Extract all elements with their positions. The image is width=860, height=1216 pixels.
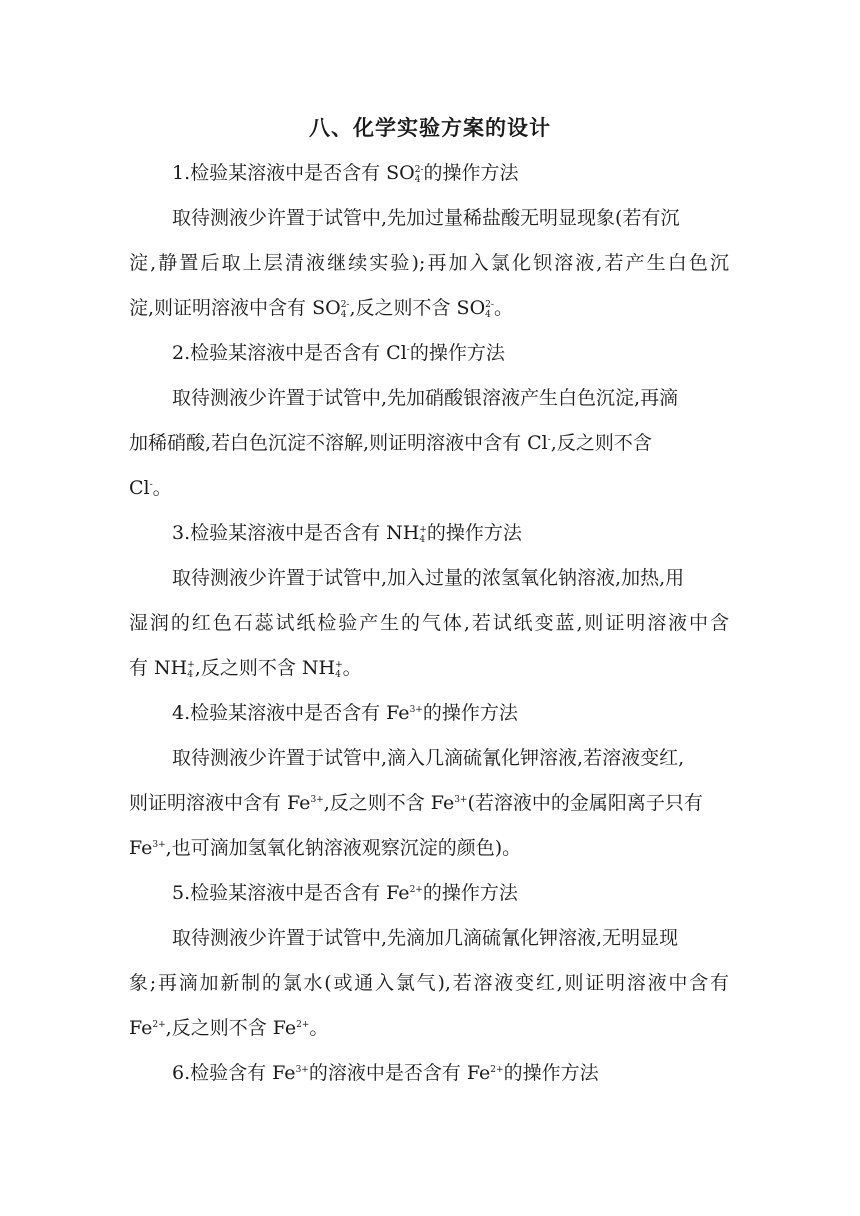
section-4-heading: 4.检验某溶液中是否含有 $Fe^{3+}$的操作方法 <box>172 702 518 724</box>
section-3-heading: 3.检验某溶液中是否含有 $NH_4^+$的操作方法 <box>172 522 522 545</box>
section-3-text-line-2: 湿润的红色石蕊试纸检验产生的气体,若试纸变蓝,则证明溶液中含 <box>129 612 729 634</box>
section-1-text-line-1: 取待测液少许置于试管中,先加过量稀盐酸无明显现象(若有沉 <box>172 207 680 229</box>
section-6-heading: 6.检验含有 $Fe^{3+}$的溶液中是否含有 $Fe^{2+}$的操作方法 <box>172 1062 599 1084</box>
section-1-text-line-2: 淀,静置后取上层清液继续实验);再加入氯化钡溶液,若产生白色沉 <box>129 252 729 274</box>
section-2-heading: 2.检验某溶液中是否含有 Cl-的操作方法 <box>172 342 505 364</box>
section-5-text-line-1: 取待测液少许置于试管中,先滴加几滴硫氰化钾溶液,无明显现 <box>172 927 679 949</box>
page-title: 八、化学实验方案的设计 <box>309 116 551 140</box>
section-2-text-line-1: 取待测液少许置于试管中,先加硝酸银溶液产生白色沉淀,再滴 <box>172 387 679 409</box>
section-4-text-line-3: $Fe^{3+}$,也可滴加氢氧化钠溶液观察沉淀的颜色)。 <box>129 837 522 859</box>
section-5-text-line-3: $Fe^{2+}$,反之则不含 $Fe^{2+}$。 <box>129 1017 329 1039</box>
section-5-heading: 5.检验某溶液中是否含有 $Fe^{2+}$的操作方法 <box>172 882 518 904</box>
section-4-text-line-2: 则证明溶液中含有 $Fe^{3+}$,反之则不含 $Fe^{3+}$(若溶液中的金属阳离子只有 <box>129 792 703 814</box>
section-1-heading: 1.检验某溶液中是否含有 $SO_4^{2-}$的操作方法 <box>172 162 519 185</box>
section-2-text-line-3: Cl-。 <box>129 477 172 499</box>
section-3-text-line-3: 有 $NH_4^+$,反之则不含 $NH_4^+$。 <box>129 657 362 680</box>
section-2-text-line-2: 加稀硝酸,若白色沉淀不溶解,则证明溶液中含有 Cl-,反之则不含 <box>129 432 652 454</box>
section-4-text-line-1: 取待测液少许置于试管中,滴入几滴硫氰化钾溶液,若溶液变红, <box>172 747 685 769</box>
section-1-text-line-3: 淀,则证明溶液中含有 $SO_4^{2-}$,反之则不含 $SO_4^{2-}$。 <box>129 297 513 320</box>
section-5-text-line-2: 象;再滴加新制的氯水(或通入氯气),若溶液变红,则证明溶液中含有 <box>129 972 729 994</box>
section-3-text-line-1: 取待测液少许置于试管中,加入过量的浓氢氧化钠溶液,加热,用 <box>172 567 685 589</box>
